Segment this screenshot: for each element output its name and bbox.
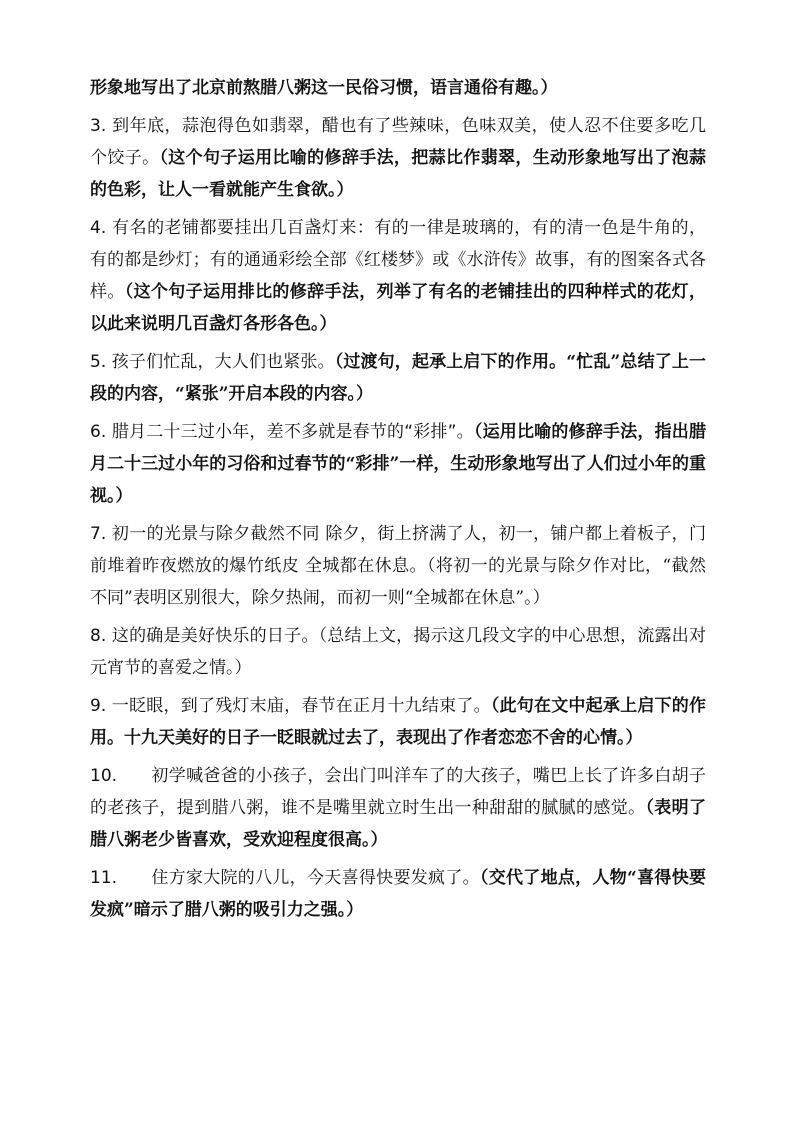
paragraph-4 (90, 212, 706, 340)
paragraph-7 (90, 518, 706, 614)
paragraph-9-text: 9. 一眨眼，到了残灯末庙，春节在正月十九结束了。 (90, 696, 491, 716)
paragraph-8 (90, 620, 706, 684)
paragraph-3 (90, 110, 706, 206)
paragraph-11-number: 11. (90, 868, 118, 888)
paragraph-6 (90, 416, 706, 512)
paragraph-4-text: 4. 有名的老铺都要挂出几百盏灯来：有的一律是玻璃的，有的清一色是牛角的，有的都是纱灯；有的通通彩绘全部《红楼梦》或《水浒传》故事，有的图案各式各样。 (90, 218, 706, 302)
paragraph-3-note: （这个句子运用比喻的修辞手法，把蒜比作翡翠，生动形象地写出了泡蒜的色彩，让人一看就能产生食欲。） (90, 148, 707, 200)
paragraph-11-text: 住方家大院的八儿，今天喜得快要发疯了。 (151, 868, 480, 888)
paragraph-8-note: （总结上文，揭示这几段文字的中心思想，流露出对元宵节的喜爱之情。） (90, 626, 707, 678)
document-page (90, 72, 706, 932)
paragraph-10-text: 初学喊爸爸的小孩子，会出门叫洋车了的大孩子，嘴巴上长了许多白胡子的老孩子，提到腊八粥，谁不是嘴里就立时生出一种甜甜的腻腻的感觉。 (90, 766, 706, 818)
paragraph-10-note: （表明了腊八粥老少皆喜欢，受欢迎程度很高。） (90, 798, 707, 850)
paragraph-5-note: （过渡句，起承上启下的作用。“忙乱”总结了上一段的内容，“紧张”开启本段的内容。） (90, 352, 707, 404)
paragraph-9 (90, 690, 706, 754)
paragraph-6-text: 6. 腊月二十三过小年，差不多就是春节的“彩排”。 (90, 422, 474, 442)
paragraph-5-text: 5. 孩子们忙乱，大人们也紧张。 (90, 352, 335, 372)
paragraph-8-text: 8. 这的确是美好快乐的日子。 (90, 626, 319, 646)
paragraph-5 (90, 346, 706, 410)
paragraph-7-text: 7. 初一的光景与除夕截然不同 除夕，街上挤满了人，初一，铺户都上着板子，门前堆着昨夜燃放的爆竹纸皮 全城都在休息。 (90, 524, 706, 576)
paragraph-3-text: 3. 到年底，蒜泡得色如翡翠，醋也有了些辣味，色味双美，使人忍不住要多吃几个饺子。 (90, 116, 706, 168)
paragraph-7-note: （将初一的光景与除夕作对比，“截然不同”表明区别很大，除夕热闹，而初一则“全城都在休息”。） (90, 556, 706, 608)
paragraph-10 (90, 760, 706, 856)
paragraph-11-note: （交代了地点，人物“喜得快要发疯”暗示了腊八粥的吸引力之强。） (90, 868, 707, 920)
paragraph-11 (90, 862, 706, 926)
paragraph-4-note: （这个句子运用排比的修辞手法，列举了有名的老铺挂出的四种样式的花灯，以此来说明几百盏灯各形各色。） (90, 282, 707, 334)
paragraph-1-note: 形象地写出了北京前熬腊八粥这一民俗习惯，语言通俗有趣。） (90, 78, 558, 98)
paragraph-1 (90, 72, 706, 104)
paragraph-6-note: （运用比喻的修辞手法，指出腊月二十三过小年的习俗和过春节的“彩排”一样，生动形象地写出了人们过小年的重视。） (90, 422, 706, 506)
paragraph-9-note: （此句在文中起承上启下的作用。十九天美好的日子一眨眼就过去了，表现出了作者恋恋不舍的心情。） (90, 696, 707, 748)
paragraph-10-number: 10. (90, 766, 118, 786)
